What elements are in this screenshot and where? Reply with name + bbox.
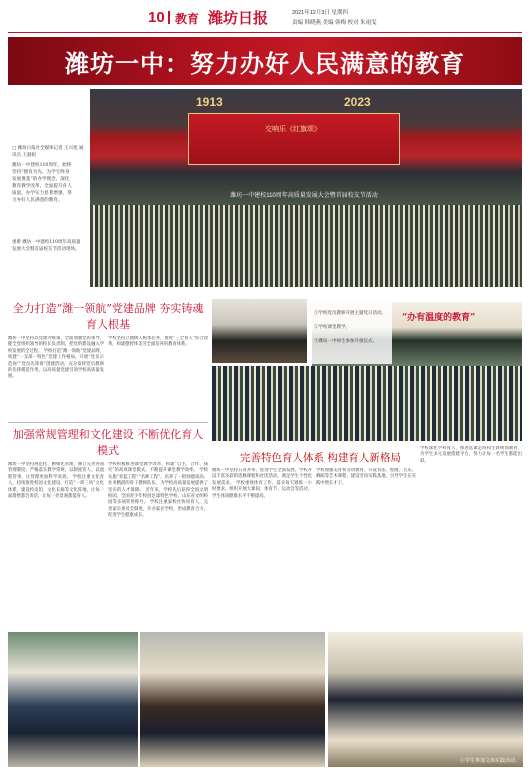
section3-para4: 学校深化学科育人，推进选课走班和生涯规划教育，为学生多元发展搭建平台，努力让每一名学生都能出彩。 [420, 446, 522, 464]
section2-col1 [8, 462, 104, 627]
party-activity-photo [212, 299, 307, 363]
year-left: 1913 [196, 95, 223, 109]
page-headline: 潍坊一中：努力办好人民满意的教育 [65, 49, 465, 78]
section3-title: 完善特色育人体系 构建育人新格局 [240, 452, 401, 464]
section2-para3: 学校积极推进课堂教学改革，构建“自主、合作、探究”的高效课堂模式，不断提升课堂教学效率。 [108, 462, 208, 474]
midcol-para1: 学校实施“青蓝工程”“名师工程”，培养了一批师德高尚、业务精湛的骨干教师队伍，为学校高质量发展提供了坚实的人才保障。 [108, 468, 208, 493]
date-line: 2021年12月3日 星期四 [292, 10, 348, 16]
stage-text: 交响乐《红旗颂》 [265, 126, 321, 133]
year-right: 2023 [344, 95, 371, 109]
editor-line: 责编 韩晓燕 美编 韩梅 校对 朱雨雯 [292, 20, 377, 26]
header-rule [8, 32, 522, 33]
page-number: 10 [148, 9, 165, 26]
midcol-para3: 学校注重家校社协同育人，完善家长委员会制度，开办家长学校，形成教育合力，促进学生健康成长。 [108, 500, 208, 519]
section2-para2: 学校注重文化育人，持续推进校园文化建设，打造“一训三风”文化体系，建设校史馆、文化长廊等文化阵地，让每一面墙壁都会说话，让每一处景观都能育人。 [8, 474, 104, 500]
main-photo-caption: 重难 潍坊一中建校110周年高质量发展大会暨首届校友节活动现场。 [12, 240, 81, 252]
section-divider [8, 422, 208, 423]
stage-screen [188, 113, 400, 165]
lab-activity-photo [328, 632, 523, 767]
byline: □ 潍坊日报社全媒体记者 王兴旭 通讯员 王淑娟 [12, 146, 84, 158]
event-banner-text: 潍坊一中建校110周年高质量发展大会暨首届校友节活动 [230, 193, 378, 199]
section1-para3: 学校坚持立德树人根本任务，推进“三全育人”综合改革，构建德智体美劳全面培养的教育体系。 [108, 336, 208, 348]
section3-para2: 学校重视体育工作，落实每天锻炼一小时要求，组织开展大课间、体育节、运动会等活动，学生体质健康水平不断提高。 [212, 480, 312, 499]
photo-caption-2: ②学校课堂教学。 [314, 325, 350, 330]
midcol-para2: 近年来，学校先后获得全国文明校园、全国青少年校园足球特色学校、山东省文明校园等多项荣誉称号。 [108, 487, 208, 506]
audience-crowd [90, 205, 522, 287]
section-name: 教育 [175, 12, 200, 26]
section2-para1: 潍坊一中坚持规范化、精细化管理，修订完善各项管理制度，严格落实教学常规，以制度管人、以流程管事，让管理更加科学高效。 [8, 462, 104, 480]
section3-col3 [420, 446, 522, 628]
bottom-photo-caption: ④学生参加文体实践活动。 [460, 758, 521, 764]
section1-para2: 学校打造“潍一领航”党建品牌，构建“一支部一特色”党建工作格局，开展“党员示范岗”“党员先锋岗”创建活动，充分发挥党员教师的先锋模范作用，以高质量党建引领学校高质量发展。 [8, 348, 104, 380]
calligraphy-photo [140, 632, 325, 767]
intro-text: 潍坊一中建校110周年，始终坚持“德育为先、为学生终身发展奠基”的办学理念，深化教育教学改革，全面提升育人质量，办学实力显著增强，努力办好人民满意的教育。 [12, 163, 72, 203]
section2-title: 加强常规管理和文化建设 不断优化育人模式 [12, 428, 204, 457]
section1-col1 [8, 336, 104, 416]
photo-caption-3: ③潍坊一中师生参加升旗仪式。 [314, 339, 377, 344]
photo-caption-1: ①学校党员教师开展主题党日活动。 [314, 311, 386, 316]
section3-para3: 学校加强美育和劳动教育，开设书法、绘画、音乐、舞蹈等艺术课程，建设劳动实践基地，引导学生在实践中增长才干。 [316, 468, 416, 486]
newspaper-name: 潍坊日报 [208, 9, 269, 27]
section1-title: 全力打造“潍一领航”党建品牌 夯实铸魂育人根基 [12, 302, 204, 331]
section1-para1: 潍坊一中坚持以党建为统领，全面加强党的领导，健全党组织领导的校长负责制，把党的建设融入学校发展的全过程。 [8, 336, 104, 354]
section3-col2 [316, 468, 416, 628]
flag-ceremony-photo [212, 366, 522, 441]
photo-banner-title: “办有温度的教育” [402, 313, 476, 323]
tug-of-war-photo [8, 632, 138, 767]
header-divider [168, 11, 170, 24]
section3-para1: 潍坊一中坚持五育并举，促进学生全面发展。学校开设丰富多彩的选修课程和社团活动，满足学生个性化发展需求。 [212, 468, 312, 486]
section1-col2 [108, 336, 208, 416]
section3-col1 [212, 468, 312, 628]
section2-col2 [108, 462, 208, 627]
